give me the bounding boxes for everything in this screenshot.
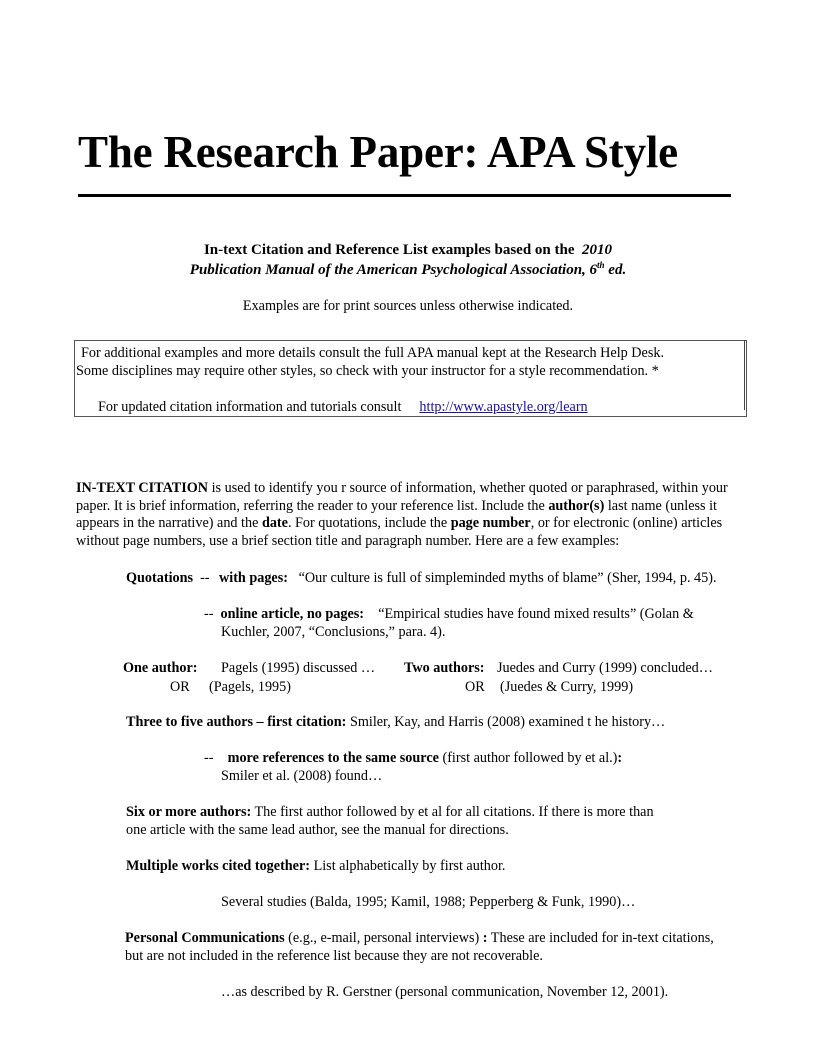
more-refs-dash: -- (204, 750, 214, 766)
quotations-dash: -- (200, 570, 210, 586)
info-box-link-prefix: For updated citation information and tutorials consult (98, 399, 402, 415)
multiple-works-label: Multiple works cited together: (126, 858, 311, 874)
more-refs-label: more references to the same source (227, 750, 439, 766)
subtitle-year: 2010 (582, 242, 613, 258)
three-five-example (126, 713, 665, 731)
one-author-term: One author: (123, 660, 198, 676)
subtitle-line-2 (0, 260, 816, 279)
personal-communications-example (125, 929, 714, 947)
more-refs-text: (first author followed by et al.) (438, 750, 618, 766)
info-box-line-1: For additional examples and more details consult the full APA manual kept at the Research Help Desk. (81, 345, 665, 361)
intro-paragraph (76, 480, 756, 551)
quotations-term: Quotations (126, 570, 194, 586)
intro-term: IN-TEXT CITATION (76, 480, 209, 496)
more-refs-example (204, 749, 622, 767)
personal-communications-colon: : (482, 930, 488, 946)
info-box-line-2: Some disciplines may require other styles, so check with your instructor for a style recommendation. * (76, 363, 659, 379)
intro-author-term: author(s) (548, 497, 605, 514)
intro-text-2: last name (unless it appears in the narrative) and the (76, 497, 717, 532)
with-pages-label: with pages: (219, 570, 288, 586)
online-text-2: Kuchler, 2007, “Conclusions,” para. 4). (221, 624, 446, 640)
two-authors-text: Juedes and Curry (1999) concluded… (497, 660, 713, 676)
six-authors-label: Six or more authors: (126, 804, 252, 820)
multiple-works-example (126, 857, 505, 875)
online-example (204, 605, 694, 623)
with-pages-text: “Our culture is full of simpleminded myths of blame” (Sher, 1994, p. 45). (298, 570, 717, 586)
subtitle-manual: Publication Manual of the American Psychological Association, 6 (189, 262, 598, 278)
with-pages-example (219, 569, 717, 587)
one-author-text: Pagels (1995) discussed … (221, 660, 376, 676)
personal-communications-text-3: but are not included in the reference list because they are not recoverable. (125, 948, 543, 964)
six-authors-example (126, 803, 654, 821)
intro-text-4: , or for electronic (online) articles without page numbers, use a brief section title and paragraph number. Here are a few examples: (76, 515, 723, 550)
page-title: The Research Paper: APA Style (78, 127, 678, 177)
personal-communications-text-1: (e.g., e-mail, personal interviews) (284, 930, 483, 946)
online-dash: -- (204, 606, 214, 622)
personal-communications-label: Personal Communications (125, 930, 285, 946)
two-authors-term: Two authors: (404, 660, 485, 676)
title-rule (78, 194, 731, 197)
more-refs-sample: Smiler et al. (2008) found… (221, 768, 383, 784)
intro-date-term: date (261, 515, 288, 532)
info-box-line-3 (98, 398, 588, 416)
six-authors-text-2: one article with the same lead author, see the manual for directions. (126, 822, 509, 838)
subtitle-prefix: In-text Citation and Reference List examples based on the (203, 242, 575, 258)
two-authors-or: OR (465, 679, 485, 695)
three-five-label: Three to five authors – first citation: (126, 714, 347, 730)
subtitle-edition: ed. (604, 262, 627, 278)
intro-text-3: . For quotations, include the (287, 515, 451, 532)
six-authors-text-1: The first author followed by et al for all citations. If there is more than (251, 804, 654, 820)
personal-communications-text-2: These are included for in-text citations, (487, 930, 714, 946)
three-five-text: Smiler, Kay, and Harris (2008) examined t he history… (346, 714, 666, 730)
intro-text-1: is used to identify you r source of information, whether quoted or paraphrased, within your paper. It is brief information, referring the reader to your reference list. Include the (76, 480, 728, 514)
quotations-label (126, 569, 213, 587)
two-authors-alt: (Juedes & Curry, 1999) (500, 679, 634, 695)
multiple-works-sample: Several studies (Balda, 1995; Kamil, 1988; Pepperberg & Funk, 1990)… (221, 894, 636, 910)
one-author-label (123, 659, 197, 677)
subtitle-sup: th (597, 260, 605, 270)
info-box-divider (744, 340, 745, 410)
online-text-1: “Empirical studies have found mixed results” (Golan & (378, 606, 694, 622)
print-note: Examples are for print sources unless otherwise indicated. (242, 298, 574, 314)
multiple-works-text: List alphabetically by first author. (310, 858, 506, 874)
two-authors-label (404, 659, 485, 677)
apa-style-link[interactable]: http://www.apastyle.org/learn (419, 399, 588, 415)
online-label: online article, no pages: (220, 606, 364, 622)
subtitle-line-1 (0, 242, 816, 259)
one-author-alt: (Pagels, 1995) (209, 679, 291, 695)
one-author-or: OR (170, 679, 190, 695)
intro-page-term: page number (450, 515, 531, 532)
more-refs-colon: : (617, 750, 623, 766)
personal-communications-sample: …as described by R. Gerstner (personal communication, November 12, 2001). (221, 984, 669, 1000)
